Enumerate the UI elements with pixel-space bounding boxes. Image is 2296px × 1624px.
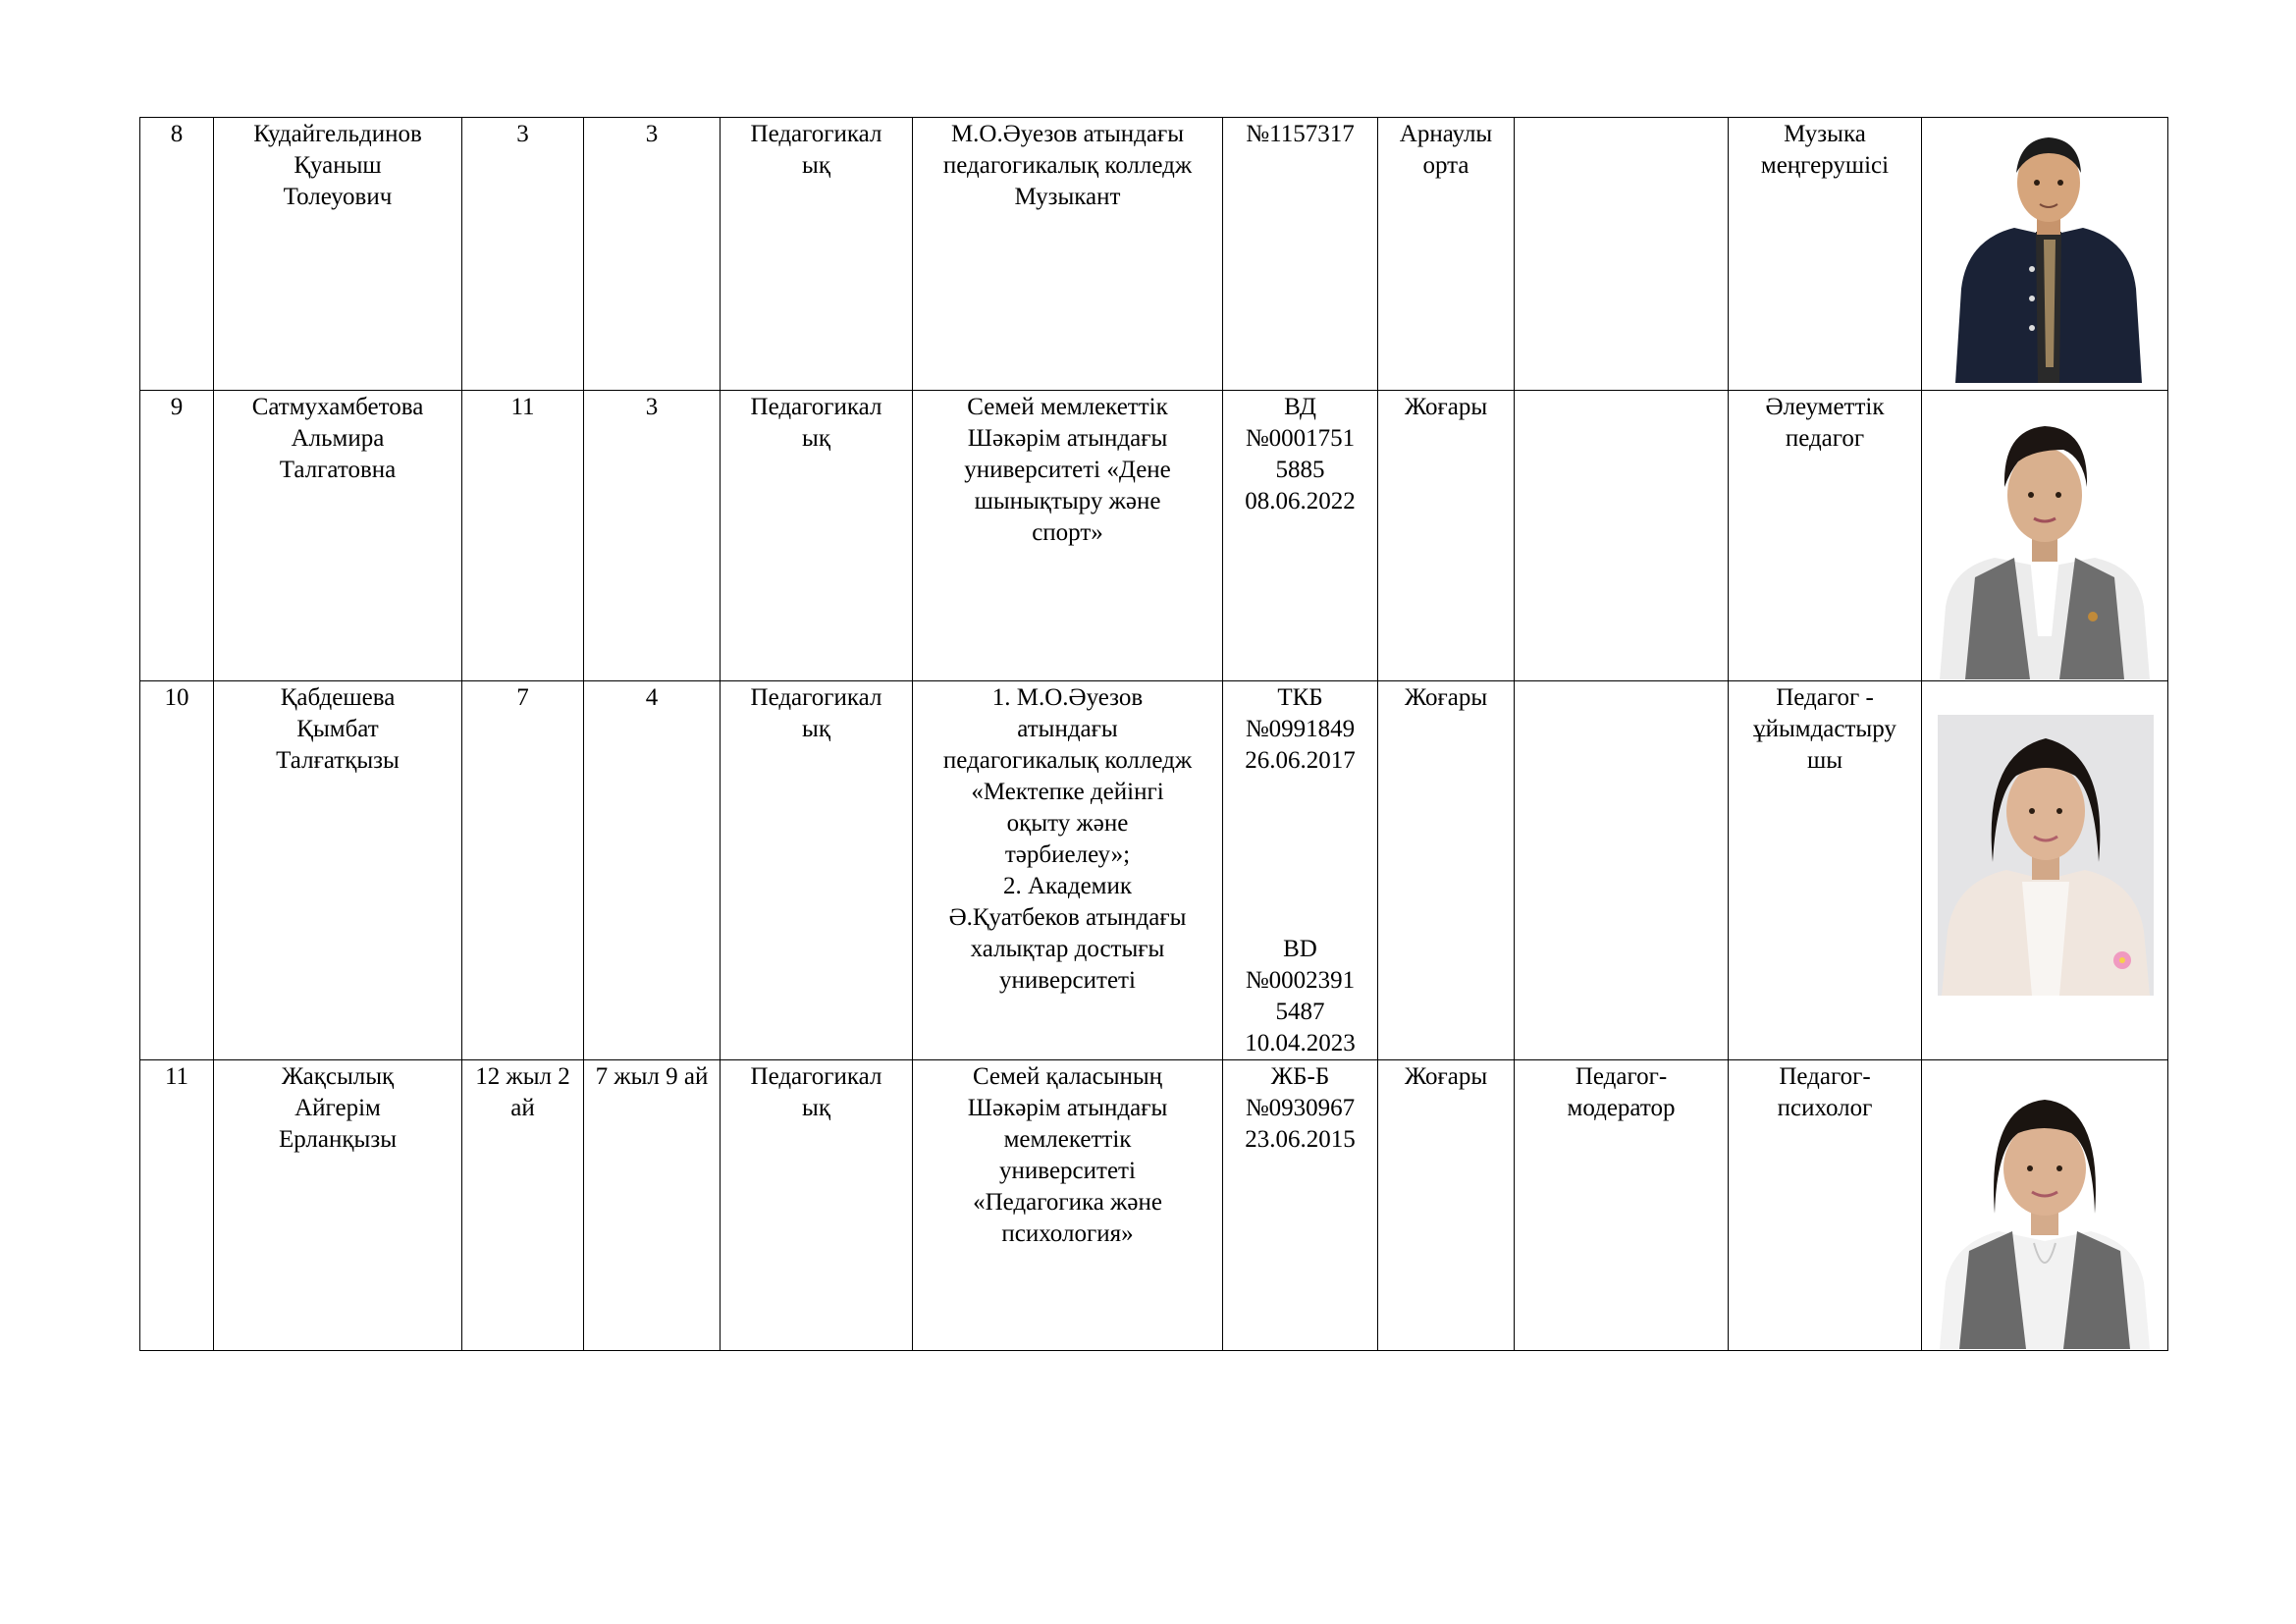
table-row [140,1060,2168,1351]
row-number: 9 [140,391,214,681]
row-number: 10 [140,681,214,1060]
diploma: ЖБ-Б №0930967 23.06.2015 [1223,1060,1378,1351]
photo-cell [1922,1060,2168,1351]
table-row [140,118,2168,391]
diploma: ТКБ №0991849 26.06.2017 BD №0002391 5487 10.04.2023 [1223,681,1378,1060]
qualification [1515,391,1729,681]
qualification: Педагог- модератор [1515,1060,1729,1351]
full-name: Жақсылық Айгерім Ерланқызы [214,1060,462,1351]
portrait-photo [1938,715,2154,996]
education: М.О.Әуезов атындағы педагогикалық колледж Музыкант [913,118,1223,391]
table-row [140,681,2168,1060]
education-level: Жоғары [1378,1060,1515,1351]
photo-cell [1922,391,2168,681]
row-number: 11 [140,1060,214,1351]
education: Семей қаласының Шәкәрім атындағы мемлекеттік университеті «Педагогика және психология» [913,1060,1223,1351]
category: Педагогикал ық [721,1060,913,1351]
photo-cell [1922,118,2168,391]
pedagogical-experience: 3 [584,391,721,681]
category: Педагогикал ық [721,391,913,681]
education-level: Арнаулы орта [1378,118,1515,391]
category: Педагогикал ық [721,681,913,1060]
pedagogical-experience: 4 [584,681,721,1060]
position: Педагог- психолог [1729,1060,1922,1351]
diploma-gap [1227,777,1373,934]
qualification [1515,118,1729,391]
full-name: Қабдешева Қымбат Талғатқызы [214,681,462,1060]
diploma: №1157317 [1223,118,1378,391]
portrait-photo [1936,410,2154,679]
total-experience: 3 [462,118,584,391]
total-experience: 7 [462,681,584,1060]
diploma: ВД №0001751 5885 08.06.2022 [1223,391,1378,681]
portrait-photo [1936,1086,2154,1349]
staff-table [139,117,2168,1351]
total-experience: 11 [462,391,584,681]
education: 1. М.О.Әуезов атындағы педагогикалық колледж «Мектепке дейінгі оқыту және тәрбиелеу»; 2. Академик Ә.Қуатбеков атындағы халықтар достығы университеті [913,681,1223,1060]
position: Әлеуметтік педагог [1729,391,1922,681]
table-row [140,391,2168,681]
position: Музыка меңгерушісі [1729,118,1922,391]
photo-cell [1922,681,2168,1060]
education-level: Жоғары [1378,391,1515,681]
portrait-photo [1946,122,2152,383]
full-name: Сатмухамбетова Альмира Талгатовна [214,391,462,681]
education: Семей мемлекеттік Шәкәрім атындағы университеті «Дене шынықтыру және спорт» [913,391,1223,681]
qualification [1515,681,1729,1060]
position: Педагог - ұйымдастыру шы [1729,681,1922,1060]
pedagogical-experience: 3 [584,118,721,391]
category: Педагогикал ық [721,118,913,391]
education-level: Жоғары [1378,681,1515,1060]
full-name: Кудайгельдинов Қуаныш Толеуович [214,118,462,391]
total-experience: 12 жыл 2 ай [462,1060,584,1351]
pedagogical-experience: 7 жыл 9 ай [584,1060,721,1351]
row-number: 8 [140,118,214,391]
